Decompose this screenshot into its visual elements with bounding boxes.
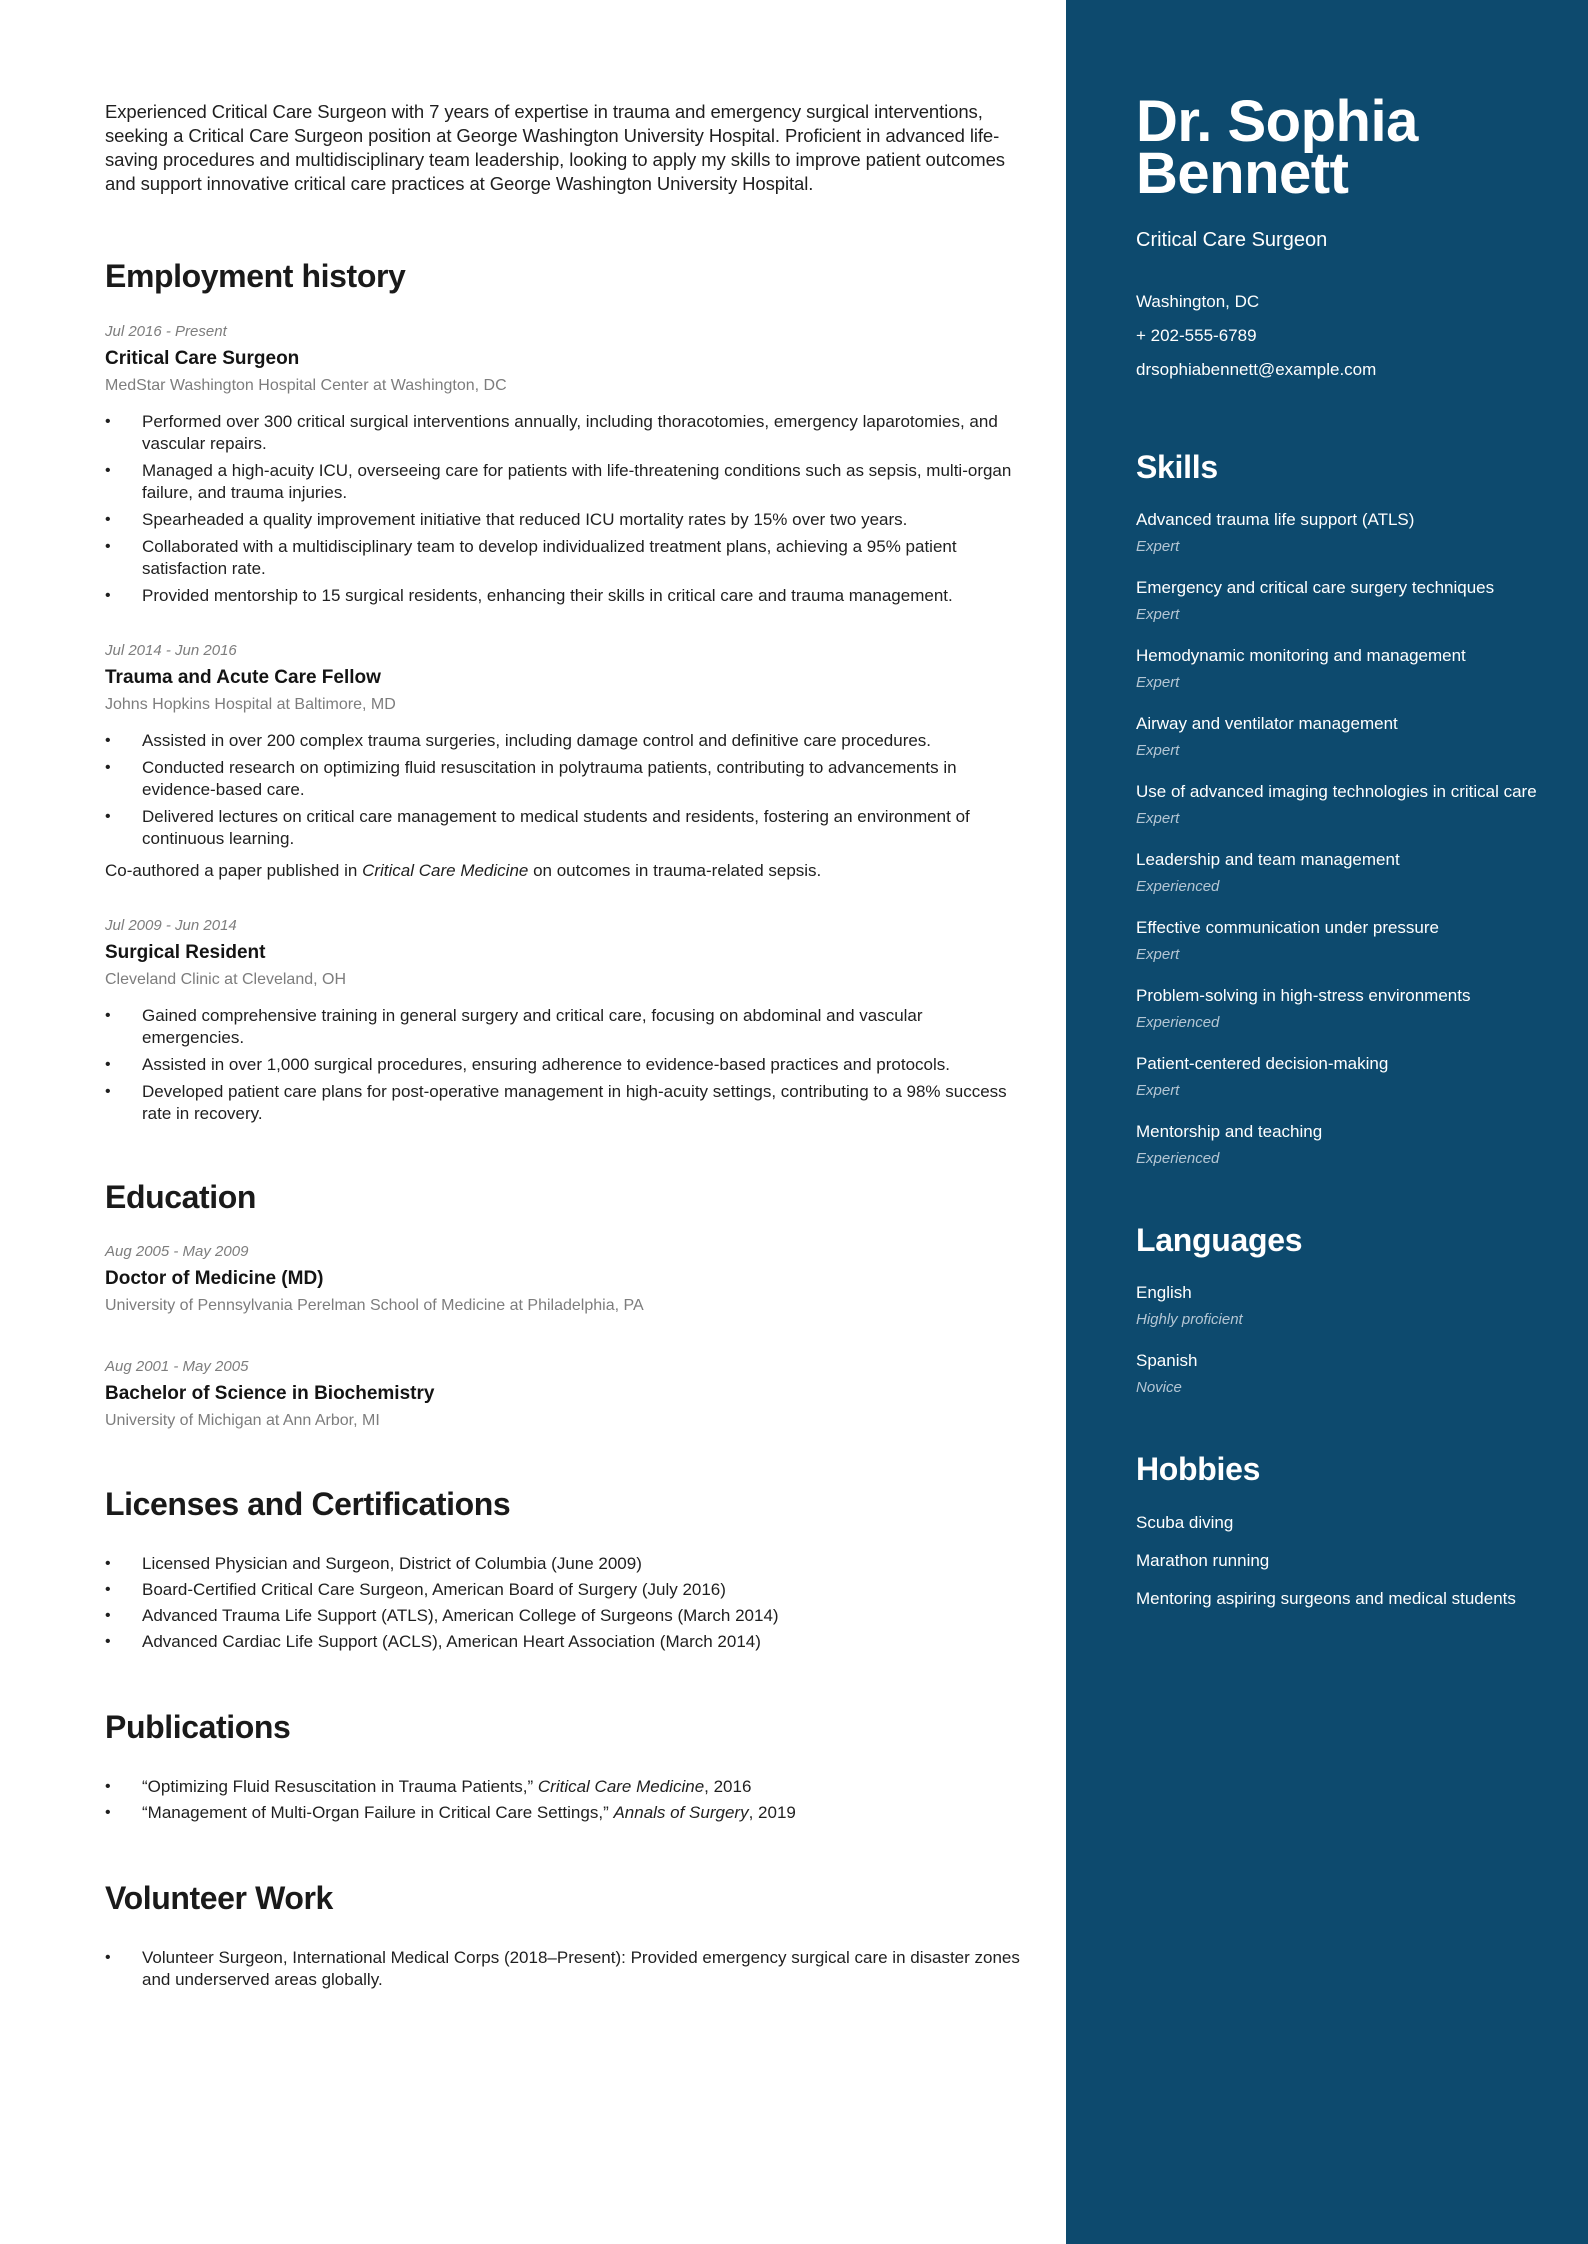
skill-item	[1136, 1120, 1558, 1170]
language-name: English	[1136, 1283, 1192, 1302]
job-role: Surgical Resident	[105, 942, 266, 963]
publication-item	[105, 1776, 1022, 1798]
name-line-2: Bennett	[1136, 141, 1349, 206]
skill-item	[1136, 984, 1558, 1034]
contact-info	[1136, 285, 1558, 387]
job-org: Cleveland Clinic at Cleveland, OH	[105, 971, 346, 988]
publication-journal: Annals of Surgery	[613, 1803, 749, 1822]
skill-item	[1136, 848, 1558, 898]
license-item: • Advanced Cardiac Life Support (ACLS), American Heart Association (March 2014)	[105, 1631, 1022, 1653]
publication-year: , 2016	[704, 1777, 752, 1796]
language-level: Novice	[1136, 1379, 1182, 1396]
job-role: Trauma and Acute Care Fellow	[105, 667, 381, 688]
publications-list	[105, 1776, 1000, 1824]
skill-level: Experienced	[1136, 1014, 1220, 1031]
job-entry	[105, 322, 1012, 607]
job-note	[105, 860, 1000, 882]
license-item: • Board-Certified Critical Care Surgeon, American Board of Surgery (July 2016)	[105, 1579, 1022, 1601]
language-item	[1136, 1281, 1558, 1331]
license-item: • Licensed Physician and Surgeon, District of Columbia (June 2009)	[105, 1553, 1022, 1575]
job-title: Critical Care Surgeon	[1136, 229, 1328, 251]
section-title-languages: Languages	[1136, 1222, 1303, 1258]
publication-title: “Optimizing Fluid Resuscitation in Trauma Patients,”	[142, 1777, 538, 1796]
volunteer-item: • Volunteer Surgeon, International Medical Corps (2018–Present): Provided emergency surgical care in disaster zones and underserved areas globally.	[105, 1947, 1022, 1991]
profile-summary: Experienced Critical Care Surgeon with 7 years of expertise in trauma and emergency surgical interventions, seeking a Critical Care Surgeon position at George Washington University Hospital. Proficient in advanced life-saving procedures and multidisciplinary team leadership, looking to apply my skills to improve patient outcomes and support innovative critical care practices at George Washington University Hospital.	[105, 101, 1005, 194]
skill-level: Experienced	[1136, 1150, 1220, 1167]
language-level: Highly proficient	[1136, 1311, 1243, 1328]
hobbies-list	[1136, 1504, 1558, 1618]
skill-name: Emergency and critical care surgery techniques	[1136, 578, 1495, 597]
skill-level: Expert	[1136, 674, 1180, 691]
job-bullets	[105, 730, 1000, 850]
job-date: Jul 2009 - Jun 2014	[105, 917, 237, 934]
skills-list	[1136, 508, 1558, 1170]
skill-name: Leadership and team management	[1136, 850, 1400, 869]
skill-item	[1136, 916, 1558, 966]
skill-level: Expert	[1136, 946, 1180, 963]
skill-level: Expert	[1136, 742, 1180, 759]
education-school: University of Michigan at Ann Arbor, MI	[105, 1412, 380, 1429]
bullet: • Conducted research on optimizing fluid resuscitation in polytrauma patients, contributing to advancements in evidence-based care.	[105, 757, 1022, 801]
license-item: • Advanced Trauma Life Support (ATLS), American College of Surgeons (March 2014)	[105, 1605, 1022, 1627]
education-school: University of Pennsylvania Perelman School of Medicine at Philadelphia, PA	[105, 1297, 644, 1314]
skill-item	[1136, 780, 1558, 830]
bullet: • Assisted in over 200 complex trauma surgeries, including damage control and definitive care procedures.	[105, 730, 1022, 752]
languages-list	[1136, 1281, 1558, 1399]
publication-journal: Critical Care Medicine	[537, 1777, 705, 1796]
education-degree: Bachelor of Science in Biochemistry	[105, 1383, 435, 1404]
skill-name: Airway and ventilator management	[1136, 714, 1398, 733]
job-date: Jul 2016 - Present	[105, 323, 227, 340]
skill-item	[1136, 1052, 1558, 1102]
publication-item	[105, 1802, 1022, 1824]
skill-name: Use of advanced imaging technologies in critical care	[1136, 782, 1537, 801]
publication-year: , 2019	[748, 1803, 796, 1822]
skill-name: Mentorship and teaching	[1136, 1122, 1323, 1141]
note-text: Co-authored a paper published in	[105, 861, 363, 880]
publication-title: “Management of Multi-Organ Failure in Critical Care Settings,”	[142, 1803, 614, 1822]
bullet: • Gained comprehensive training in general surgery and critical care, focusing on abdominal and vascular emergencies.	[105, 1005, 1022, 1049]
bullet: • Spearheaded a quality improvement initiative that reduced ICU mortality rates by 15% over two years.	[105, 509, 1022, 531]
education-entry	[105, 1242, 1000, 1317]
section-title-hobbies: Hobbies	[1136, 1451, 1261, 1487]
bullet: • Collaborated with a multidisciplinary team to develop individualized treatment plans, achieving a 95% patient satisfaction rate.	[105, 536, 1022, 580]
skill-level: Expert	[1136, 1082, 1180, 1099]
language-item	[1136, 1349, 1558, 1399]
education-date: Aug 2001 - May 2005	[105, 1358, 249, 1375]
section-title-education: Education	[105, 1179, 257, 1215]
skill-level: Expert	[1136, 606, 1180, 623]
skill-name: Patient-centered decision-making	[1136, 1054, 1389, 1073]
contact-location: Washington, DC	[1136, 292, 1260, 311]
job-bullets	[105, 411, 1012, 607]
bullet: • Assisted in over 1,000 surgical procedures, ensuring adherence to evidence-based practices and protocols.	[105, 1054, 1022, 1076]
job-org: MedStar Washington Hospital Center at Washington, DC	[105, 377, 507, 394]
contact-phone: + 202-555-6789	[1136, 326, 1257, 345]
hobby-item: Mentoring aspiring surgeons and medical students	[1136, 1589, 1516, 1608]
section-title-employment: Employment history	[105, 258, 406, 294]
skill-name: Advanced trauma life support (ATLS)	[1136, 510, 1415, 529]
licenses-list	[105, 1553, 1000, 1653]
bullet: • Performed over 300 critical surgical interventions annually, including thoracotomies, emergency laparotomies, and vascular repairs.	[105, 411, 1022, 455]
hobby-item: Marathon running	[1136, 1551, 1270, 1570]
skill-level: Expert	[1136, 538, 1180, 555]
job-bullets	[105, 1005, 1007, 1125]
skill-name: Problem-solving in high-stress environments	[1136, 986, 1471, 1005]
bullet: • Provided mentorship to 15 surgical residents, enhancing their skills in critical care and trauma management.	[105, 585, 1022, 607]
skill-item	[1136, 508, 1558, 558]
section-title-publications: Publications	[105, 1709, 291, 1745]
section-title-licenses: Licenses and Certifications	[105, 1486, 511, 1522]
skill-item	[1136, 712, 1558, 762]
note-text: on outcomes in trauma-related sepsis.	[528, 861, 822, 880]
section-title-volunteer: Volunteer Work	[105, 1880, 333, 1916]
job-org: Johns Hopkins Hospital at Baltimore, MD	[105, 696, 396, 713]
job-entry	[105, 916, 1007, 1125]
skill-level: Experienced	[1136, 878, 1220, 895]
contact-email: drsophiabennett@example.com	[1136, 360, 1377, 379]
candidate-name	[1136, 89, 1558, 206]
volunteer-list	[105, 1947, 1020, 1991]
hobby-item: Scuba diving	[1136, 1513, 1234, 1532]
language-name: Spanish	[1136, 1351, 1198, 1370]
job-role: Critical Care Surgeon	[105, 348, 300, 369]
skill-item	[1136, 644, 1558, 694]
note-journal: Critical Care Medicine	[362, 861, 529, 880]
bullet: • Developed patient care plans for post-operative management in high-acuity settings, contributing to a 98% success rate in recovery.	[105, 1081, 1022, 1125]
job-entry	[105, 641, 1000, 882]
skill-name: Hemodynamic monitoring and management	[1136, 646, 1466, 665]
education-degree: Doctor of Medicine (MD)	[105, 1268, 324, 1289]
skill-name: Effective communication under pressure	[1136, 918, 1440, 937]
job-date: Jul 2014 - Jun 2016	[105, 642, 237, 659]
education-entry	[105, 1357, 1000, 1432]
skill-level: Expert	[1136, 810, 1180, 827]
sidebar	[1066, 0, 1588, 2244]
section-title-skills: Skills	[1136, 449, 1218, 485]
bullet: • Delivered lectures on critical care management to medical students and residents, fostering an environment of continuous learning.	[105, 806, 1022, 850]
bullet: • Managed a high-acuity ICU, overseeing care for patients with life-threatening conditions such as sepsis, multi-organ failure, and trauma injuries.	[105, 460, 1022, 504]
name-line-1: Dr. Sophia	[1136, 89, 1418, 154]
skill-item	[1136, 576, 1558, 626]
education-date: Aug 2005 - May 2009	[105, 1243, 249, 1260]
